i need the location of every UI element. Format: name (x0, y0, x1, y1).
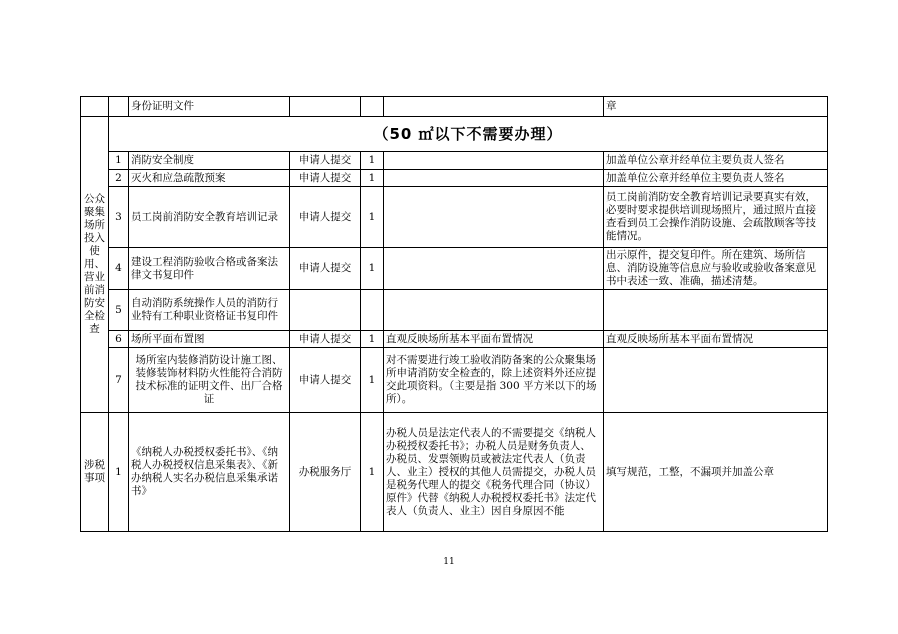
number-cell: 6 (109, 331, 129, 348)
number-cell: 3 (109, 187, 129, 248)
table-row (81, 413, 828, 532)
material-cell: 《纳税人办税授权委托书》、《纳税人办税授权信息采集表》、《新办纳税人实名办税信息采集承诺书》 (129, 413, 290, 532)
copies-cell: 1 (361, 187, 384, 248)
note-cell: 加盖单位公章并经单位主要负责人签名 (604, 152, 828, 170)
note-cell: 直观反映场所基本平面布置情况 (604, 331, 828, 348)
copies-cell: 1 (361, 348, 384, 413)
table-row (81, 170, 828, 187)
copies-cell: 1 (361, 152, 384, 170)
number-cell: 5 (109, 290, 129, 331)
page-number: 11 (443, 557, 455, 567)
copies-cell (361, 97, 384, 117)
remark-cell (384, 170, 604, 187)
source-cell: 申请人提交 (290, 170, 361, 187)
source-cell: 申请人提交 (290, 331, 361, 348)
copies-cell: 1 (361, 170, 384, 187)
table-row (81, 117, 828, 152)
table-row (81, 97, 828, 117)
note-cell: 章 (604, 97, 828, 117)
material-cell: 消防安全制度 (129, 152, 290, 170)
source-cell: 申请人提交 (290, 152, 361, 170)
material-cell: 自动消防系统操作人员的消防行业特有工种职业资格证书复印件 (129, 290, 290, 331)
material-cell: 场所平面布置图 (129, 331, 290, 348)
copies-cell (361, 290, 384, 331)
material-cell: 建设工程消防验收合格或备案法律文书复印件 (129, 248, 290, 290)
copies-cell: 1 (361, 331, 384, 348)
category-cell (81, 97, 109, 117)
source-cell (290, 290, 361, 331)
remark-cell: 直观反映场所基本平面布置情况 (384, 331, 604, 348)
remark-cell: 办税人员是法定代表人的不需要提交《纳税人办税授权委托书》；办税人员是财务负责人、办税员、发票领购员或被法定代表人（负责人、业主）授权的其他人员需提交，办税人员是税务代理人的提交《税务代理合同（协议）原件》代替《纳税人办税授权委托书》法定代表人（负责人、业主）因自身原因不能 (384, 413, 604, 532)
source-cell: 申请人提交 (290, 187, 361, 248)
remark-cell (384, 187, 604, 248)
requirements-table (80, 96, 828, 532)
note-cell: 加盖单位公章并经单位主要负责人签名 (604, 170, 828, 187)
table-row (81, 248, 828, 290)
note-cell (604, 290, 828, 331)
copies-cell: 1 (361, 413, 384, 532)
source-cell (290, 97, 361, 117)
table-row (81, 152, 828, 170)
number-cell: 1 (109, 413, 129, 532)
note-cell: 出示原件，提交复印件。所在建筑、场所信息、消防设施等信息应与验收或验收备案意见书中表述一致、准确，描述清楚。 (604, 248, 828, 290)
number-cell: 4 (109, 248, 129, 290)
table-row (81, 187, 828, 248)
category-fire-safety: 公众聚集场所投入使用、营业前消防安全检查 (81, 117, 109, 413)
category-tax: 涉税事项 (81, 413, 109, 532)
material-cell: 灭火和应急疏散预案 (129, 170, 290, 187)
source-cell: 申请人提交 (290, 248, 361, 290)
note-cell: 填写规范，工整，不漏项并加盖公章 (604, 413, 828, 532)
remark-cell (384, 152, 604, 170)
material-cell: 场所室内装修消防设计施工图、装修装饰材料防火性能符合消防技术标准的证明文件、出厂合格证 (129, 348, 290, 413)
material-cell: 员工岗前消防安全教育培训记录 (129, 187, 290, 248)
number-cell: 2 (109, 170, 129, 187)
material-cell: 身份证明文件 (129, 97, 290, 117)
source-cell: 办税服务厅 (290, 413, 361, 532)
note-cell: 员工岗前消防安全教育培训记录要真实有效，必要时要求提供培训现场照片，通过照片直接查看到员工会操作消防设施、会疏散顾客等技能情况。 (604, 187, 828, 248)
source-cell: 申请人提交 (290, 348, 361, 413)
table-row (81, 348, 828, 413)
number-cell: 7 (109, 348, 129, 413)
remark-cell: 对不需要进行竣工验收消防备案的公众聚集场所申请消防安全检查的，除上述资料外还应提交此项资料。（主要是指 300 平方米以下的场所）。 (384, 348, 604, 413)
number-cell (109, 97, 129, 117)
table-row (81, 290, 828, 331)
remark-cell (384, 290, 604, 331)
section-banner: （50 ㎡以下不需要办理） (109, 117, 828, 152)
table-row (81, 331, 828, 348)
note-cell (604, 348, 828, 413)
copies-cell: 1 (361, 248, 384, 290)
remark-cell (384, 97, 604, 117)
remark-cell (384, 248, 604, 290)
number-cell: 1 (109, 152, 129, 170)
